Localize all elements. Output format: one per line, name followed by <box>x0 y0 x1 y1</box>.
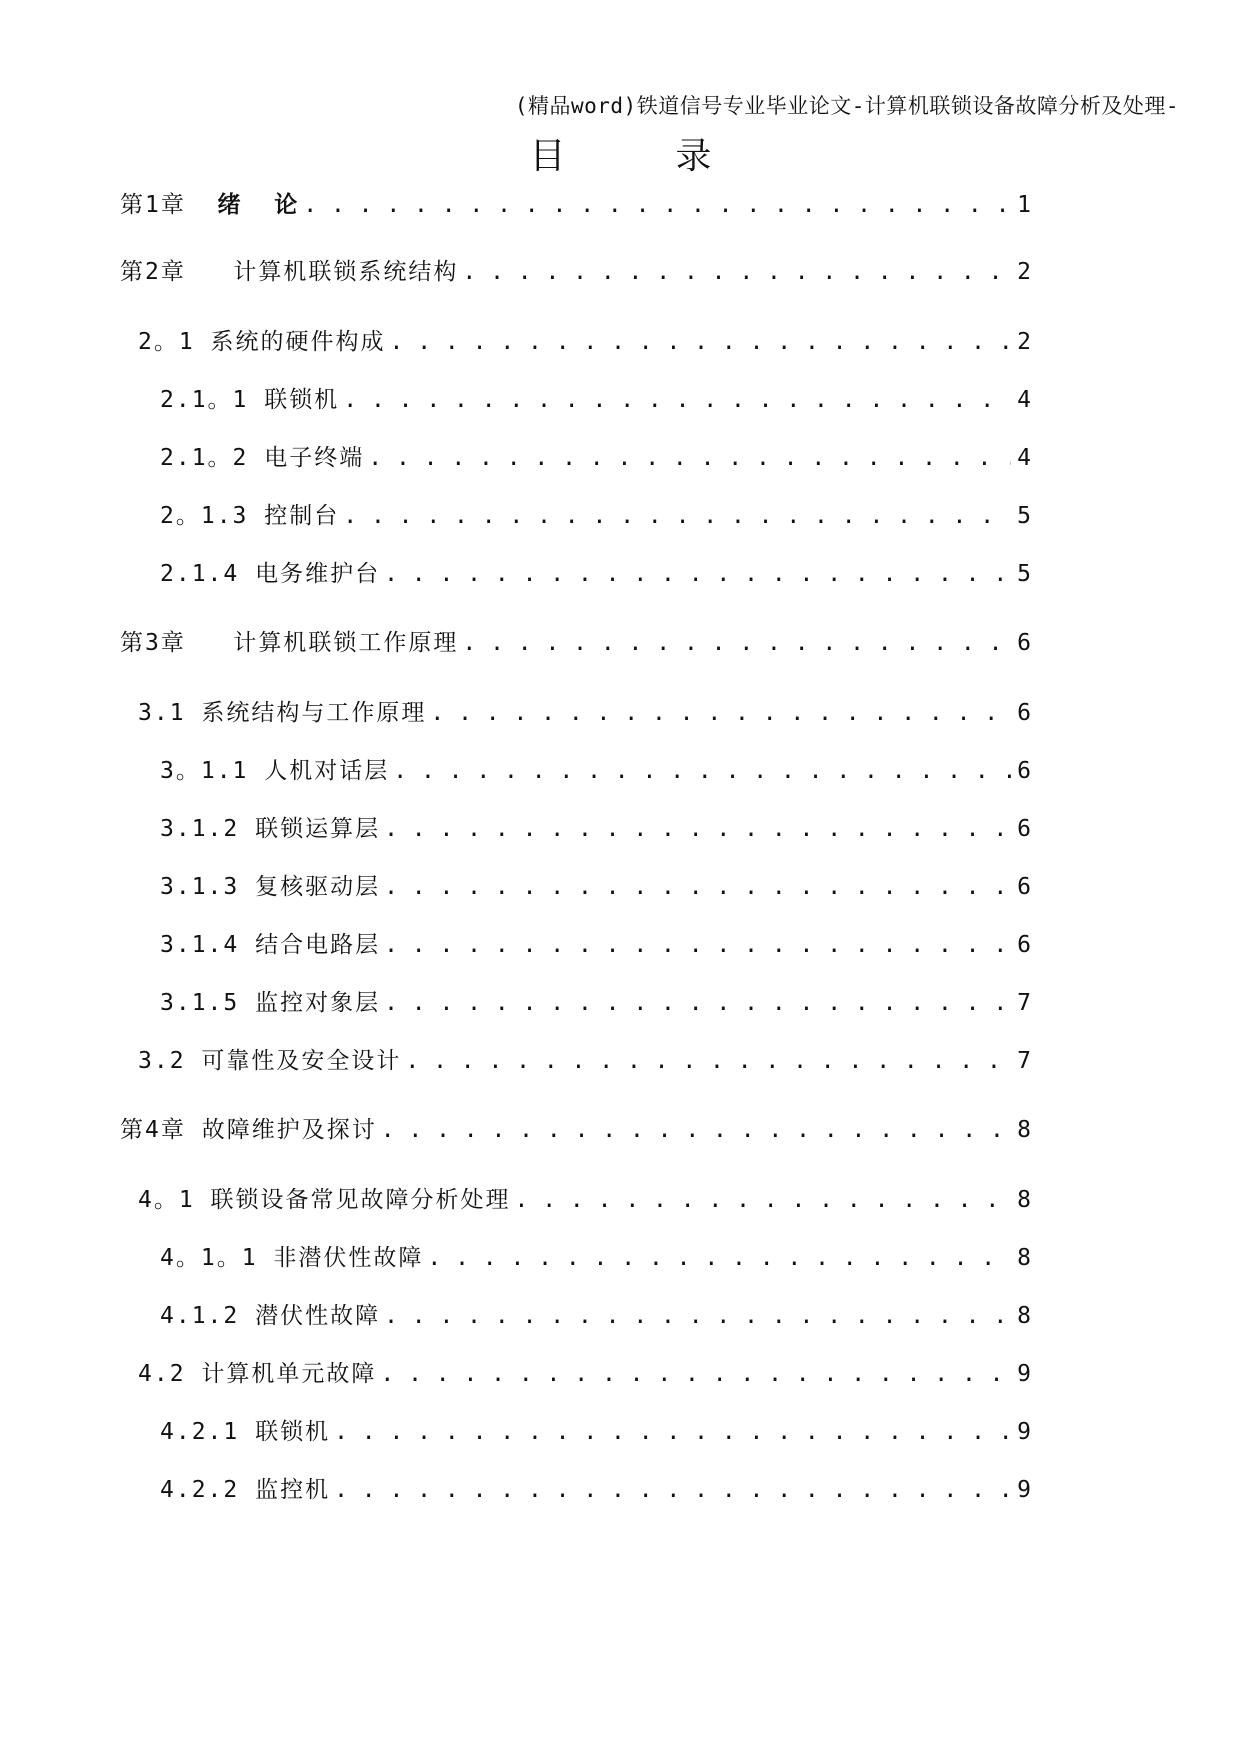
title-char-1: 目 <box>529 136 566 177</box>
toc-entry-label: 2.1。1 联锁机 <box>160 387 340 413</box>
toc-leader-dots <box>368 441 1011 475</box>
toc-page-number: 9 <box>1017 1361 1031 1387</box>
toc-page-number: 8 <box>1017 1303 1031 1329</box>
page-title <box>0 128 1241 179</box>
toc-entry-section-2-1[interactable] <box>138 325 1031 359</box>
toc-entry-label: 4。1 联锁设备常见故障分析处理 <box>138 1187 511 1213</box>
toc-entry-subsection-3-1-3[interactable] <box>160 870 1031 904</box>
toc-entry-subsection-3-1-2[interactable] <box>160 812 1031 846</box>
toc-page-number: 4 <box>1017 445 1031 471</box>
toc-leader-dots <box>393 754 1011 788</box>
toc-leader-dots <box>334 1473 1011 1507</box>
toc-leader-dots <box>384 812 1011 846</box>
toc-page-number: 6 <box>1017 932 1031 958</box>
toc-page-number: 9 <box>1017 1419 1031 1445</box>
toc-leader-dots <box>343 383 1011 417</box>
toc-entry-section-3-1[interactable] <box>138 696 1031 730</box>
toc-page-number: 6 <box>1017 630 1031 656</box>
toc-leader-dots <box>390 325 1011 359</box>
toc-page-number: 8 <box>1017 1187 1031 1213</box>
toc-page-number: 2 <box>1017 329 1031 355</box>
toc-entry-subsection-2-1-4[interactable] <box>160 557 1031 591</box>
toc-page-number: 7 <box>1017 990 1031 1016</box>
toc-entry-subsection-4-1-1[interactable] <box>160 1241 1031 1275</box>
toc-entry-label: 第4章 故障维护及探讨 <box>120 1117 377 1143</box>
toc-entry-label: 3.1.3 复核驱动层 <box>160 874 381 900</box>
toc-entry-label: 3.2 可靠性及安全设计 <box>138 1048 402 1074</box>
toc-leader-dots <box>384 870 1011 904</box>
toc-page-number: 9 <box>1017 1477 1031 1503</box>
toc-leader-dots <box>405 1044 1011 1078</box>
toc-leader-dots <box>462 255 1011 289</box>
toc-leader-dots <box>384 557 1011 591</box>
toc-entry-section-4-1[interactable] <box>138 1183 1031 1217</box>
toc-leader-dots <box>430 696 1011 730</box>
toc-leader-dots <box>334 1415 1011 1449</box>
toc-page-number: 7 <box>1017 1048 1031 1074</box>
toc-entry-subsection-4-1-2[interactable] <box>160 1299 1031 1333</box>
toc-entry-label: 2.1.4 电务维护台 <box>160 561 381 587</box>
toc-entry-label: 4。1。1 非潜伏性故障 <box>160 1245 424 1271</box>
toc-leader-dots <box>343 499 1011 533</box>
toc-entry-label: 3.1.2 联锁运算层 <box>160 816 381 842</box>
toc-page-number: 5 <box>1017 503 1031 529</box>
toc-entry-label: 2。1 系统的硬件构成 <box>138 329 386 355</box>
toc-entry-label: 3.1.4 结合电路层 <box>160 932 381 958</box>
toc-leader-dots <box>427 1241 1011 1275</box>
toc-page-number: 4 <box>1017 387 1031 413</box>
toc-entry-label: 第2章 计算机联锁系统结构 <box>120 259 459 285</box>
toc-entry-subsection-4-2-1[interactable] <box>160 1415 1031 1449</box>
toc-page-number: 8 <box>1017 1245 1031 1271</box>
toc-page-number: 6 <box>1017 816 1031 842</box>
toc-entry-label: 3.1.5 监控对象层 <box>160 990 381 1016</box>
toc-leader-dots <box>381 1113 1011 1147</box>
toc-entry-section-3-2[interactable] <box>138 1044 1031 1078</box>
toc-entry-chapter-2[interactable] <box>120 255 1031 289</box>
toc-leader-dots <box>380 1357 1011 1391</box>
toc-entry-chapter-4[interactable] <box>120 1113 1031 1147</box>
toc-entry-subsection-2-1-2[interactable] <box>160 441 1031 475</box>
toc-entry-subsection-3-1-4[interactable] <box>160 928 1031 962</box>
toc-page-number: 8 <box>1017 1117 1031 1143</box>
toc-entry-label: 4.2.2 监控机 <box>160 1477 331 1503</box>
toc-entry-label: 3.1 系统结构与工作原理 <box>138 700 427 726</box>
toc-leader-dots <box>515 1183 1011 1217</box>
toc-entry-subsection-4-2-2[interactable] <box>160 1473 1031 1507</box>
toc-page-number: 5 <box>1017 561 1031 587</box>
toc-page-number: 6 <box>1017 758 1031 784</box>
toc-entry-label: 4.1.2 潜伏性故障 <box>160 1303 381 1329</box>
toc-entry-label: 2。1.3 控制台 <box>160 503 340 529</box>
toc-page-number: 2 <box>1017 259 1031 285</box>
toc-leader-dots <box>384 928 1011 962</box>
toc-leader-dots <box>462 626 1011 660</box>
toc-entry-label: 2.1。2 电子终端 <box>160 445 365 471</box>
toc-entry-label: 第3章 计算机联锁工作原理 <box>120 630 459 656</box>
toc-entry-subsection-3-1-1[interactable] <box>160 754 1031 788</box>
toc-entry-label: 4.2 计算机单元故障 <box>138 1361 377 1387</box>
toc-entry-label: 4.2.1 联锁机 <box>160 1419 331 1445</box>
toc-entry-subsection-2-1-3[interactable] <box>160 499 1031 533</box>
toc-entry-section-4-2[interactable] <box>138 1357 1031 1391</box>
toc-entry-chapter-3[interactable] <box>120 626 1031 660</box>
toc-leader-dots <box>303 188 1011 222</box>
toc-page-number: 6 <box>1017 700 1031 726</box>
title-char-2: 录 <box>675 136 712 177</box>
toc-leader-dots <box>384 1299 1011 1333</box>
toc-entry-subsection-2-1-1[interactable] <box>160 383 1031 417</box>
toc-page-number: 6 <box>1017 874 1031 900</box>
toc-entry-chapter-1[interactable] <box>120 188 1031 222</box>
toc-entry-label: 第1章 绪 论 <box>120 192 300 218</box>
toc-entry-label: 3。1.1 人机对话层 <box>160 758 390 784</box>
toc-entry-subsection-3-1-5[interactable] <box>160 986 1031 1020</box>
toc-page-number: 1 <box>1017 192 1031 218</box>
toc-leader-dots <box>384 986 1011 1020</box>
document-header: (精品word)铁道信号专业毕业论文-计算机联锁设备故障分析及处理- <box>514 94 1179 118</box>
